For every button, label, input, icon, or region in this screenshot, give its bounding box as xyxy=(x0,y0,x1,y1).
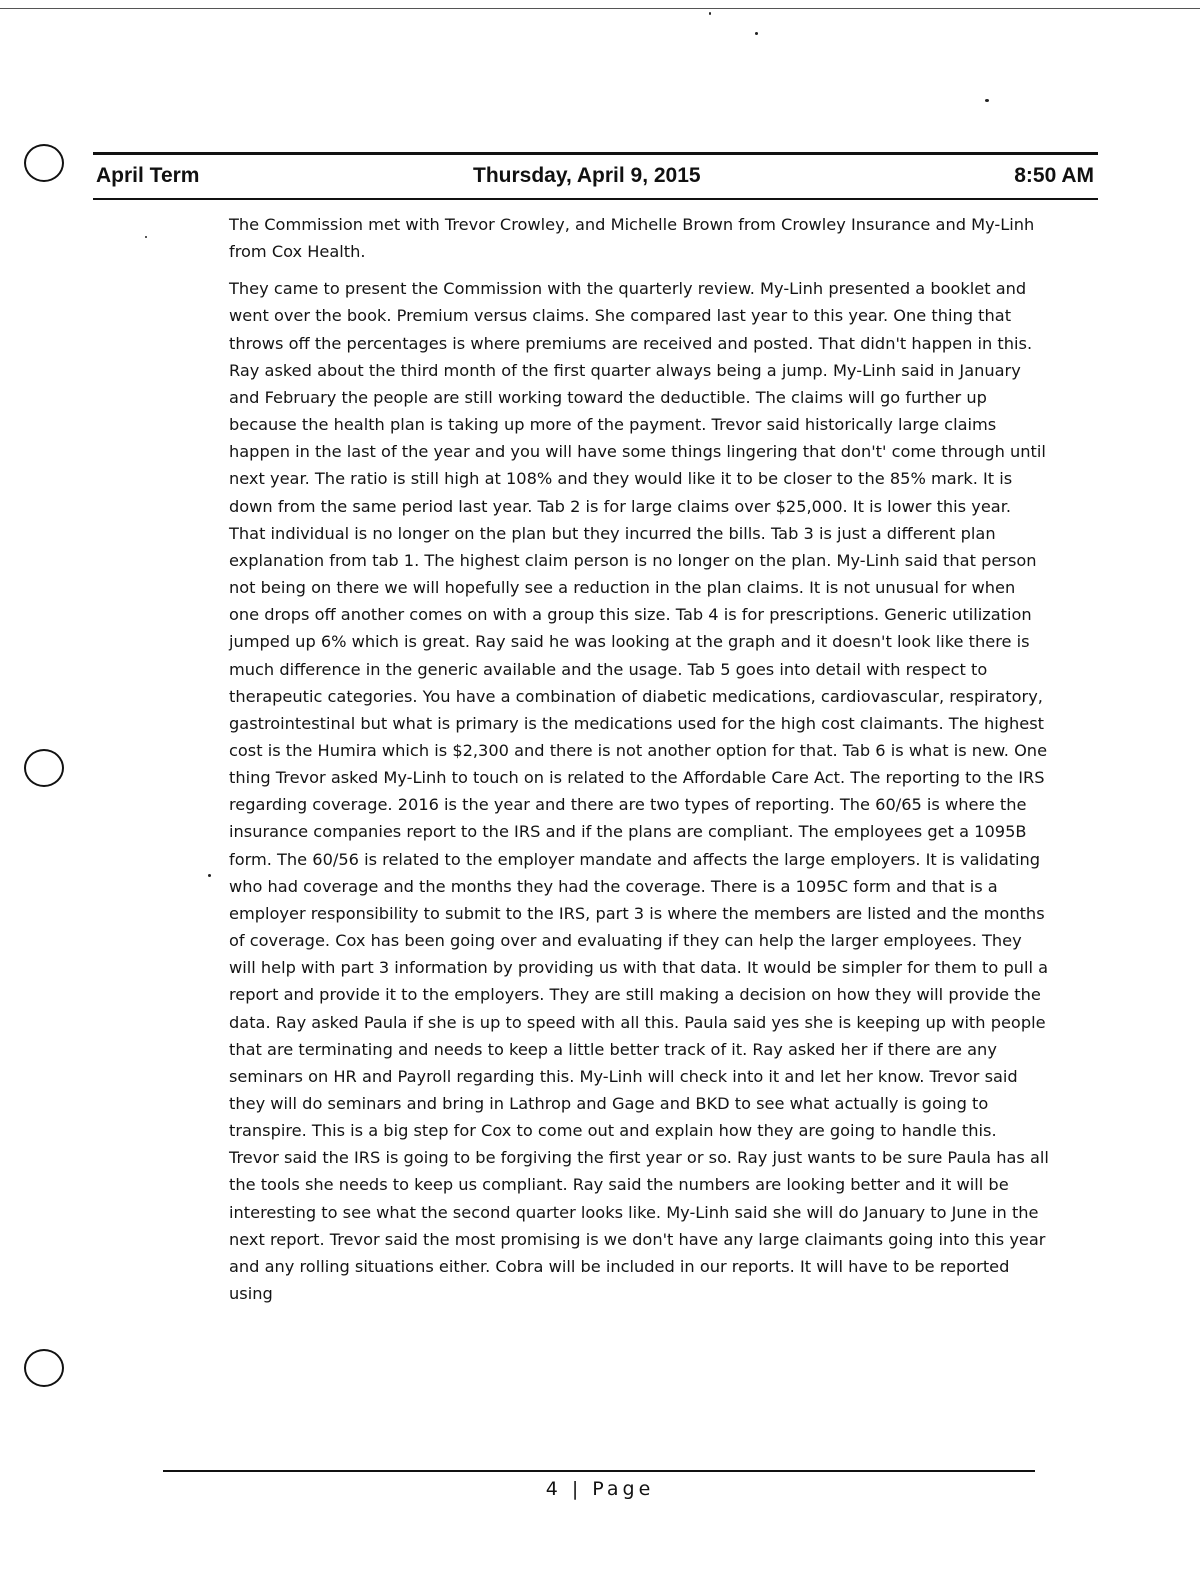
binder-hole-top xyxy=(24,144,64,182)
paragraph-quarterly-review: They came to present the Commission with the quarterly review. My-Linh presented a booklet and went over the book. Premium versus claims. She compared last year to this year. One thing that throws off the percentages is where premiums are received and posted. That didn't happen in this. Ray asked about the third month of the first quarter always being a jump. My-Linh said in January and February the people are still working toward the deductible. The claims will go further up because the health plan is taking up more of the payment. Trevor said historically large claims happen in the last of the year and you will have some things lingering that don't' come through until next year. The ratio is still high at 108% and they would like it to be closer to the 85% mark. It is down from the same period last year. Tab 2 is for large claims over $25,000. It is lower this year. That individual is no longer on the plan but they incurred the bills. Tab 3 is just a different plan explanation from tab 1. The highest claim person is no longer on the plan. My-Linh said that person not being on there we will hopefully see a reduction in the plan claims. It is not unusual for when one drops off another comes on with a group this size. Tab 4 is for prescriptions. Generic utilization jumped up 6% which is great. Ray said he was looking at the graph and it doesn't look like there is much difference in the generic available and the usage. Tab 5 goes into detail with respect to therapeutic categories. You have a combination of diabetic medications, cardiovascular, respiratory, gastrointestinal but what is primary is the medications used for the high cost claimants. The highest cost is the Humira which is $2,300 and there is not another option for that. Tab 6 is what is new. One thing Trevor asked My-Linh to touch on is related to the Affordable Care Act. The reporting to the IRS regarding coverage. 2016 is the year and there are two types of reporting. The 60/65 is where the insurance companies report to the IRS and if the plans are compliant. The employees get a 1095B form. The 60/56 is related to the employer mandate and affects the large employers. It is validating who had coverage and the months they had the coverage. There is a 1095C form and that is a employer responsibility to submit to the IRS, part 3 is where the members are listed and the months of coverage. Cox has been going over and evaluating if they can help the larger employees. They will help with part 3 information by providing us with that data. It would be simpler for them to pull a report and provide it to the employers. They are still making a decision on how they will provide the data. Ray asked Paula if she is up to speed with all this. Paula said yes she is keeping up with people that are terminating and needs to keep a little better track of it. Ray asked her if there are any seminars on HR and Payroll regarding this. My-Linh will check into it and let her know. Trevor said they will do seminars and bring in Lathrop and Gage and BKD to see what actually is going to transpire. This is a big step for Cox to come out and explain how they are going to handle this. Trevor said the IRS is going to be forgiving the first year or so. Ray just wants to be sure Paula has all the tools she needs to keep us compliant. Ray said the numbers are looking better and it will be interesting to see what the second quarter looks like. My-Linh said she will do January to June in the next report. Trevor said the most promising is we don't have any large claimants going into this year and any rolling situations either. Cobra will be included in our reports. It will have to be reported using xyxy=(229,279,1049,1304)
scan-top-edge xyxy=(0,8,1200,9)
paragraph-attendees: The Commission met with Trevor Crowley, and Michelle Brown from Crowley Insurance and My-Linh from Cox Health. xyxy=(229,215,1035,262)
meeting-date: Thursday, April 9, 2015 xyxy=(473,164,701,187)
scan-speck xyxy=(709,12,711,15)
header-rule-bottom xyxy=(93,198,1098,200)
header-rule-top xyxy=(93,152,1098,155)
scan-speck xyxy=(208,874,211,877)
minutes-body xyxy=(229,211,1049,1317)
binder-hole-bottom xyxy=(24,1349,64,1387)
term-label: April Term xyxy=(96,164,200,187)
binder-hole-middle xyxy=(24,749,64,787)
scan-speck xyxy=(985,99,989,102)
footer-rule xyxy=(163,1470,1035,1472)
page-number: 4 | Page xyxy=(545,1478,655,1500)
scan-speck xyxy=(145,236,147,238)
scan-speck xyxy=(755,32,758,35)
meeting-time: 8:50 AM xyxy=(1014,164,1094,187)
